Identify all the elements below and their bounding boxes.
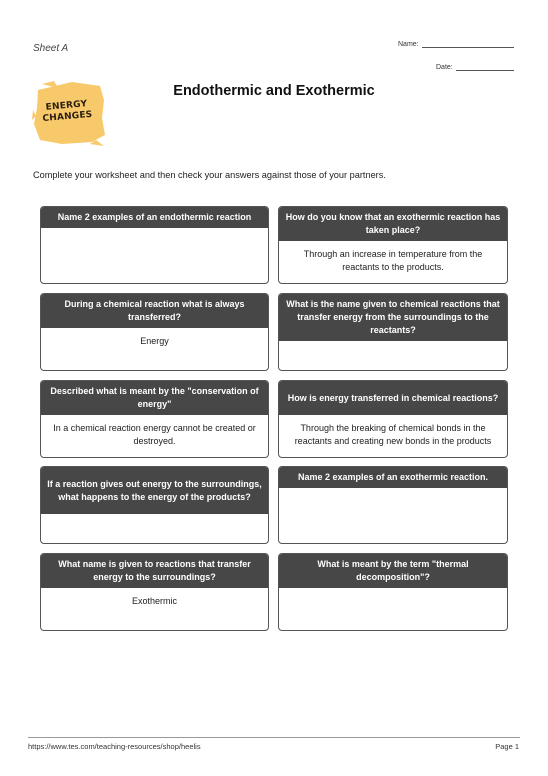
card-question: If a reaction gives out energy to the surroundings, what happens to the energy of the products? (41, 467, 268, 514)
card-question: What is meant by the term "thermal decomposition"? (279, 554, 507, 588)
card-answer[interactable] (41, 228, 268, 242)
footer-divider (28, 737, 520, 738)
card-answer[interactable]: Exothermic (131, 596, 177, 606)
date-field[interactable] (436, 64, 514, 71)
card-question: During a chemical reaction what is always transferred? (41, 294, 268, 328)
question-card (40, 380, 269, 458)
question-card (40, 466, 269, 544)
card-answer[interactable]: In a chemical reaction energy cannot be created or destroyed. (53, 423, 256, 446)
question-card (278, 206, 508, 284)
card-answer[interactable]: Through an increase in temperature from the reactants to the products. (303, 249, 483, 272)
page-number: Page 1 (495, 742, 519, 751)
card-question: Name 2 examples of an endothermic reaction (41, 207, 268, 228)
date-line (456, 64, 514, 71)
name-label: Name: (398, 41, 419, 48)
name-field[interactable] (398, 41, 514, 48)
date-label: Date: (436, 64, 453, 71)
card-question: How do you know that an exothermic reaction has taken place? (279, 207, 507, 241)
card-answer[interactable] (279, 341, 507, 355)
logo-line-1: ENERGY (45, 99, 88, 113)
question-card (40, 293, 269, 371)
card-answer[interactable] (279, 588, 507, 602)
question-card (278, 466, 508, 544)
question-card (40, 553, 269, 631)
sheet-label: Sheet A (33, 43, 69, 54)
card-answer[interactable] (279, 488, 507, 502)
card-question: Described what is meant by the "conservation of energy" (41, 381, 268, 415)
card-answer[interactable]: Energy (140, 336, 169, 346)
card-question: How is energy transferred in chemical reactions? (279, 381, 507, 415)
card-answer[interactable] (41, 514, 268, 528)
page-title: Endothermic and Exothermic (173, 83, 375, 99)
question-card (40, 206, 269, 284)
card-question: Name 2 examples of an exothermic reaction. (279, 467, 507, 488)
question-card (278, 380, 508, 458)
question-card (278, 553, 508, 631)
footer-url[interactable]: https://www.tes.com/teaching-resources/shop/heelis (28, 742, 201, 751)
card-answer[interactable]: Through the breaking of chemical bonds in the reactants and creating new bonds in the products (294, 423, 492, 446)
instructions: Complete your worksheet and then check your answers against those of your partners. (33, 170, 386, 180)
card-question: What name is given to reactions that transfer energy to the surroundings? (41, 554, 268, 588)
logo-line-2: CHANGES (42, 109, 93, 124)
name-line (422, 41, 514, 48)
question-card (278, 293, 508, 371)
card-question: What is the name given to chemical reactions that transfer energy from the surroundings to the reactants? (279, 294, 507, 341)
